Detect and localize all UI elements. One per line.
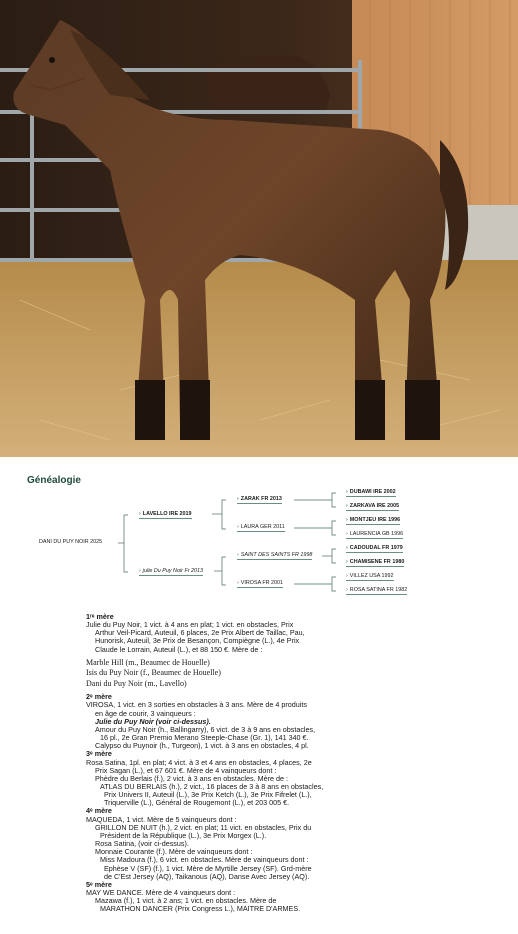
pedigree-ddd: › ROSA SATINA FR 1982: [346, 588, 407, 595]
note-line: MAQUEDA, 1 vict. Mère de 5 vainqueurs dont :: [86, 814, 237, 824]
heading-3rd-dam: 3ᵉ mère: [86, 749, 112, 759]
pedigree-dam-sire: › SAINT DES SAINTS FR 1998: [237, 553, 312, 560]
pedigree-dam: › julie Du Puy Noir Fr 2013: [139, 569, 203, 576]
note-line: Président de la République (L.), 3e Prix Morgex (L.).: [100, 830, 267, 840]
note-line: Phèdre du Berlais (f.), 2 vict. à 3 ans en obstacles. Mère de :: [95, 773, 288, 783]
note-line: Mazawa (f.), 1 vict. à 2 ans; 1 vict. en obstacles. Mère de: [95, 896, 277, 906]
note-line: Ephèse V (SF) (f.), 1 vict. Mère de Myrtille Jersey (SF). Grd-mère: [104, 863, 312, 873]
note-line: Miss Madoura (f.), 6 vict. en obstacles. Mère de vainqueurs dont :: [100, 855, 309, 865]
heading-1st-dam: 1ʳᵉ mère: [86, 612, 114, 621]
pedigree-dam-dam-label: VIROSA FR 2001: [240, 580, 284, 586]
note-line: Calypso du Puynoir (h., Turgeon), 1 vict. à 3 ans en obstacles, 4 pl.: [95, 741, 309, 751]
pedigree-sds: › MONTJEU IRE 1996: [346, 518, 400, 525]
pedigree-dds: › VILLEZ USA 1992: [346, 574, 394, 581]
note-line: Rosa Satina, (voir ci-dessus).: [95, 839, 189, 849]
pedigree-dam-sire-label: SAINT DES SAINTS FR 1998: [240, 552, 313, 558]
pedigree-dam-label: julie Du Puy Noir Fr 2013: [142, 568, 204, 574]
pedigree-ddd-label: ROSA SATINA FR 1982: [349, 587, 408, 593]
section-title: Généalogie: [27, 475, 81, 486]
note-line: VIROSA, 1 vict. en 3 sorties en obstacles à 3 ans. Mère de 4 produits: [86, 700, 307, 710]
pedigree-sss: › DUBAWI IRE 2002: [346, 490, 396, 497]
note-line: MARATHON DANCER (Prix Congress L.), MAITRE D'ARMES.: [100, 904, 301, 914]
female-line-notes: [86, 613, 451, 914]
pedigree-sire-label: LAVELLO IRE 2019: [142, 511, 192, 517]
note-line: GRILLON DE NUIT (h.), 2 vict. en plat; 11 vict. en obstacles, Prix du: [95, 822, 312, 832]
pedigree-dam-dam: › VIROSA FR 2001: [237, 581, 283, 588]
pedigree-dsd-label: CHAMISENE FR 1980: [349, 559, 405, 565]
note-line: ATLAS DU BERLAIS (h.), 2 vict., 16 places de 3 à 8 ans en obstacles,: [100, 782, 324, 791]
pedigree-dds-label: VILLEZ USA 1992: [349, 573, 394, 579]
pedigree-sdd-label: LAURENCIA GB 1996: [349, 531, 404, 537]
pedigree-sire-dam-label: LAURA GER 2011: [240, 524, 285, 530]
pedigree-sire: › LAVELLO IRE 2019: [139, 512, 192, 519]
pedigree-sire-sire-label: ZARAK FR 2013: [240, 496, 282, 502]
note-line: Prix Sagan (L.), et 67 601 €. Mère de 4 vainqueurs dont :: [95, 765, 277, 775]
note-line: 16 pl., 2e Gran Premio Merano Steeple-Chase (Gr. 1), 141 340 €.: [100, 733, 309, 743]
note-line: Julie du Puy Noir (voir ci-dessus).: [95, 716, 211, 726]
pedigree-dsd: › CHAMISENE FR 1980: [346, 560, 404, 567]
pedigree-sire-sire: › ZARAK FR 2013: [237, 497, 282, 504]
note-line: Amour du Puy Noir (h., Ballingarry), 6 vict. de 3 à 9 ans en obstacles,: [95, 724, 316, 734]
note-line: en âge de courir, 3 vainqueurs :: [95, 708, 196, 718]
note-line: Hunorisk, Auteuil, 3e Prix de Besançon, Compiègne (L.), 4e Prix: [95, 636, 300, 646]
note-line: Prix Univers II, Auteuil (L.), 3e Prix Ketch (L.), 3e Prix Fifrelet (L.),: [104, 790, 312, 800]
produce-line: Marble Hill (m., Beaumec de Houelle): [86, 657, 210, 667]
pedigree-sss-label: DUBAWI IRE 2002: [349, 489, 396, 495]
pedigree-sds-label: MONTJEU IRE 1996: [349, 517, 401, 523]
pedigree-sdd: › LAURENCIA GB 1996: [346, 532, 403, 539]
note-line: de C'Est Jersey (AQ), Taikanous (AQ), Danse Avec Jersey (AQ).: [104, 871, 310, 881]
pedigree-dss-label: CADOUDAL FR 1979: [349, 545, 403, 551]
pedigree-dss: › CADOUDAL FR 1979: [346, 546, 403, 553]
pedigree-ssd-label: ZARKAVA IRE 2005: [349, 503, 400, 509]
horse-photo: [0, 0, 518, 457]
produce-line: Dani du Puy Noir (m., Lavello): [86, 678, 187, 688]
note-line: Julie du Puy Noir, 1 vict. à 4 ans en plat; 1 vict. en obstacles, Prix: [86, 620, 294, 630]
heading-4th-dam: 4ᵉ mère: [86, 806, 112, 816]
heading-2nd-dam: 2ᵉ mère: [86, 692, 112, 702]
produce-line: Isis du Puy Noir (f., Beaumec de Houelle): [86, 668, 221, 678]
note-line: Arthur Veil-Picard, Auteuil, 6 places, 2e Prix Albert de Taillac, Pau,: [95, 628, 305, 638]
pedigree-ssd: › ZARKAVA IRE 2005: [346, 504, 399, 511]
note-line: Triquerville (L.), Général de Rougemont (L.), et 203 005 €.: [104, 798, 290, 808]
heading-5th-dam: 5ᵉ mère: [86, 879, 112, 889]
note-line: Rosa Satina, 1pl. en plat; 4 vict. à 3 et 4 ans en obstacles, 4 places, 2e: [86, 757, 312, 767]
pedigree-subject: DANI DU PUY NOIR 2025: [39, 539, 103, 545]
note-line: MAY WE DANCE. Mère de 4 vainqueurs dont :: [86, 888, 236, 898]
note-line: Claude le Lorrain, Auteuil (L.), et 88 150 €. Mère de :: [95, 644, 263, 654]
pedigree-sire-dam: › LAURA GER 2011: [237, 525, 285, 532]
note-line: Monnaie Courante (f.). Mère de vainqueurs dont :: [95, 847, 253, 857]
